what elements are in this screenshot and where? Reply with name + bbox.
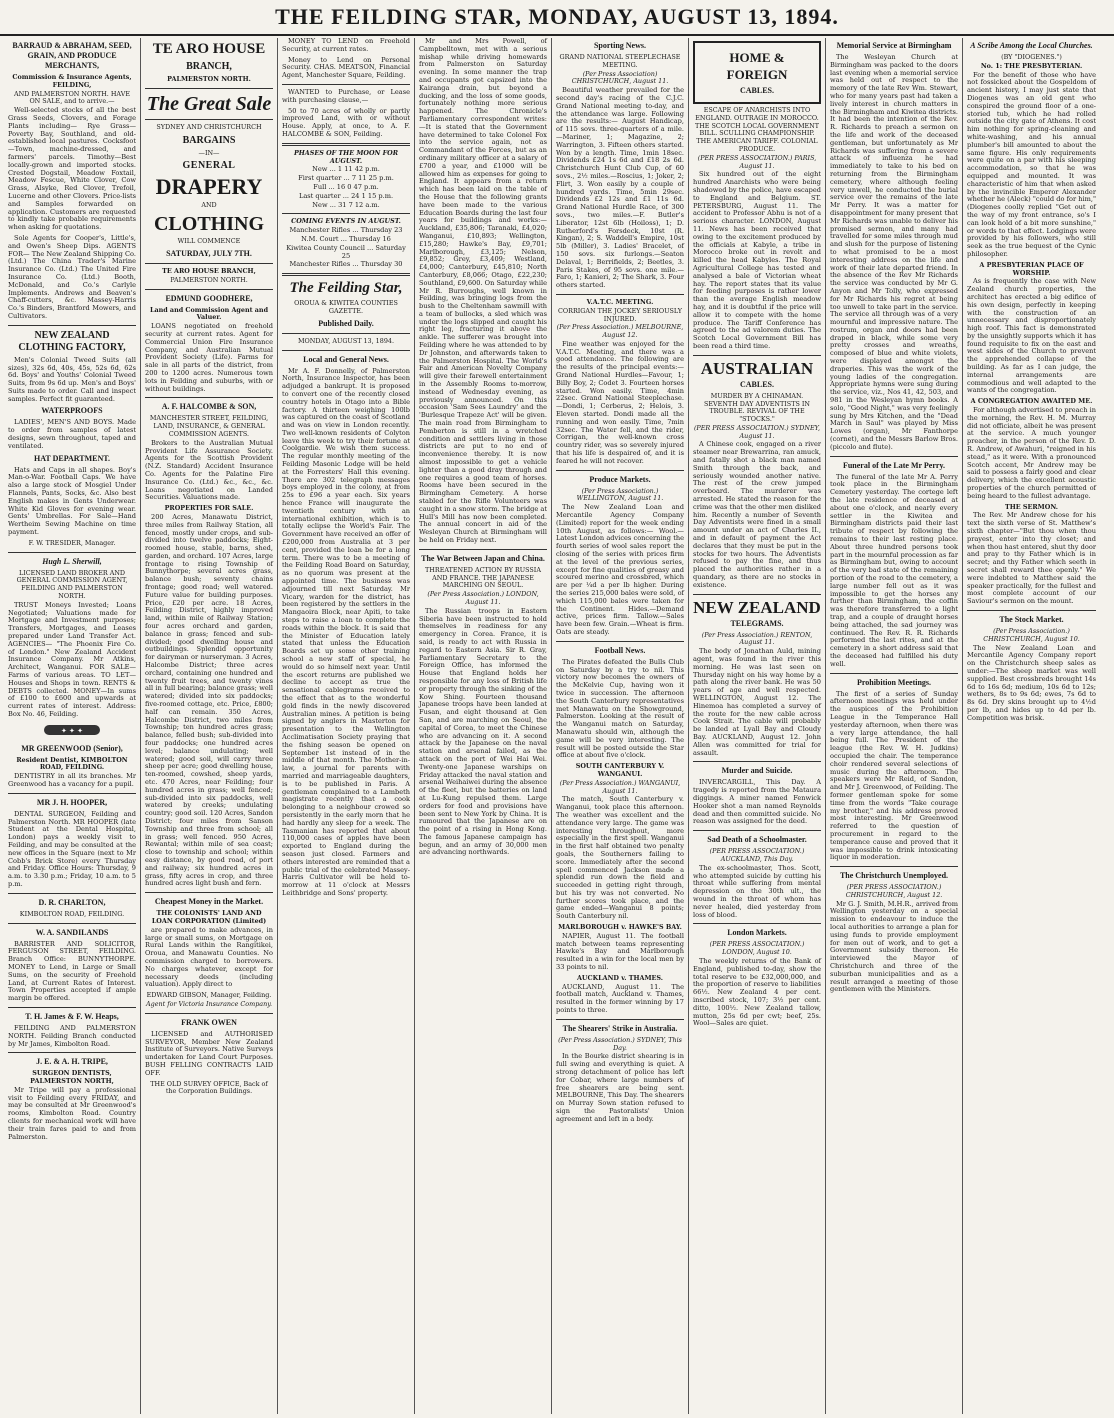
- event-row: Manchester Rifles ... Thursday 30: [289, 260, 403, 269]
- halcombe-body: Brokers to the Australian Mutual Provident Life Assurance Society. Agents for the Scottish Provident (N.Z. Standard) Accident Insurance Co. Agents for the Palatine Fire Insurance Co. (Ltd.) &c., &c., &c. Loans negotiated on Landed Securities. Valuations made.: [145, 438, 273, 502]
- vatc-heading: V.A.T.C. MEETING.: [586, 297, 654, 306]
- schoolmaster-dateline: (PER PRESS ASSOCIATION.) AUCKLAND, This Day.: [709, 847, 805, 863]
- divider: [8, 893, 136, 894]
- divider: [693, 923, 821, 924]
- australian-heading: AUSTRALIAN: [700, 358, 814, 378]
- sporting-body: Beautiful weather prevailed for the second day's racing of the C.J.C. Grand National meeting to-day, and the attendance was large. Following are the results:— August Handicap, of 115 sovs. three-quarters of a mile.—Mariner, 1; Magazine, 2; Warrington, 3. Fifteen others started. Won by a length. Time, 1min 18sec. Dividends £24 1s 6d and £18 2s 6d. Christchurch Hunt Club Cup, of 60 sovs., 2½ miles.—Roscius, 1; Joker, 2; Flirt, 3. Won easily by a couple of hundred yards. Time, 5min 29sec. Dividends £2 12s and £1 11s 6d. Grand National Hurdle Race, of 300 sovs., two miles.—F. Butler's Liberator, 12st 6lb (Hoiloss), 1; D. Rutherford's Forsdeck, 10st (R. Kingan), 2; S. Waddell's Empire, 10st 5lb (Miller), 3. Ladies' Bracelet, of 150 sovs. six furlongs.—Seaton Delaval, 1; Berrifields, 2; Beetles, 3. Paris Stakes, of 95 sovs. one mile.—Faro, 1; Kanieri, 2; The Shark, 3. Four others started.: [556, 86, 684, 290]
- funeral-heading: Funeral of the Late Mr Perry.: [842, 460, 946, 470]
- general-heading: GENERAL: [182, 160, 236, 172]
- local-news-continued: Mr and Mrs Powell, of Campbelltown, met with a serious mishap while driving homewards from Palmerston on Saturday evening. In some manner the trap and occupants got capsized into the Kairanga drain, but beyond a ducking, and the loss of some goods, fortunately nothing more serious happened. The Chronicle's Parliamentary correspondent writes:—It is stated that the Government have determined to take Colonel Fox into the service again, not as Commandant of the Forces, but as an ordinary military officer at a salary of £700 a year, and £1000 will be allowed him as expenses for going to England. It appears from a return which has been laid on the table of the House that the following grants have been made to the various Education Boards during the last four years for buildings and works:—Auckland, £35,806; Taranaki, £4,020; Wanganui, £10,893; Wellington, £15,280; Hawke's Bay, £9,701; Marlborough, £3,125; Nelson, £9,852; Grey, £3,409; Westland, £4,000; Canterbury, £45,810; North Canterbury, £8,066; Otago, £22,230; Southland, £9,600. On Saturday while Mr R. Burroughs, well known in Feilding, was bringing logs from the bush to the Cheltenham sawmill with a team of bullocks, a sled which was under the logs slipped and caught his right leg, fracturing it above the ankle. The sufferer was brought into Feilding where he was attended to by Dr Johnston, and afterwards taken to the Palmerston Hospital. The World's Fair and American Novelty Company will give their farewell entertainment in the Assembly Rooms to-morrow, instead of Wednesday evening, as previously announced. On this occasion 'Sam Sees Laundry' and the 'Burlesque Trapeze Act' will be given. The main road from Birmingham to Pemberton is still in a wretched condition and settlers living in those districts are put to no end of inconvenience thereby. It is now almost impossible to get a vehicle lighter than a good dray through and one requires a good team of horses. Rooms have been secured in the Birmingham Cemetery. A horse stabled for the Rifle Volunteers was caught in a snow storm. The bridge at Hull's Mill has now been completed. The annual concert in aid of the Wesleyan Church at Birmingham will be held on Friday next.: [419, 38, 547, 544]
- war-heading: The War Between Japan and China.: [421, 553, 545, 563]
- svg-text:✦ ✦ ✦: ✦ ✦ ✦: [60, 726, 84, 735]
- hat-department-body: Hats and Caps in all shapes. Boy's Man-o-War. Football Caps. We have also a large stock of Mosgiel Under Flannels, Pants, Socks, &c. Also best English makes in Gents Underwear. White Kid Gloves for evening wear. Gents' Umbrellas. For Sale—Hand Wertheim Sewing Machine on time payment.: [8, 465, 136, 537]
- masthead: [0, 0, 1114, 36]
- australian-dateline: (PER PRESS ASSOCIATION.) SYDNEY, August 11.: [693, 423, 821, 440]
- te-aro-heading: TE ARO HOUSE: [152, 41, 266, 57]
- tresider-signature: F. W. TRESIDER, Manager.: [28, 538, 116, 547]
- divider: [282, 350, 410, 351]
- tripe-heading: J. E. & A. H. TRIPE,: [36, 1057, 108, 1067]
- colonists-note: Agent for Victoria Insurance Company.: [146, 999, 272, 1008]
- moon-row: New ... 1 11 42 p.m.: [312, 165, 380, 174]
- stock-market-heading: The Stock Market.: [999, 614, 1064, 624]
- football-body: The Pirates defeated the Bulls Club on Saturday by a try to nil. This victory now becomes the owners of the McKelvie Cup, having won it twice in succession. The afternoon the South Canterbury representatives met Manawatu on the Showground, Palmerston. Looking at the result of the Wanganui match on Saturday, Manawatu should win, although the game will be very interesting. The result will be posted outside the Star office at about five o'clock.: [556, 657, 684, 760]
- stock-market-body: The New Zealand Loan and Mercantile Agency Company report on the Christchurch sheep sales as under:—The sheep market was well supplied. Best crossbreds brought 14s 6d to 16s 6d; medium, 10s 6d to 12s; wethers, 8s to 9s 6d; ewes, 7s 6d to 8s 6d. Dry skins brought up to 4½d per lb, and hides up to 4d per lb. Competition was brisk.: [967, 643, 1096, 722]
- goodhere-subheading: Land and Commission Agent and Valuer.: [149, 305, 269, 322]
- divider: [282, 143, 410, 146]
- australian-subheading: CABLES.: [739, 379, 774, 389]
- divider: [145, 1013, 273, 1014]
- greenwood-body: DENTISTRY in all its branches. Mr Greenwood has a vacancy for a pupil.: [8, 772, 136, 788]
- murder-heading: Murder and Suicide.: [721, 766, 793, 776]
- divider: [419, 549, 547, 550]
- schoolmaster-heading: Sad Death of a Schoolmaster.: [707, 835, 807, 845]
- produce-body: The New Zealand Loan and Mercantile Agency Company (Limited) report for the week ending 10th August, as follows:— Wool.—Latest London advices concerning the fourth series of wool sales report the closing of the series with prices firm at the level of the previous series, except for fine qualities of greasy and scoured merino and crossbred, which are per ¼d a per lb higher. During the series 215,000 bales were sold, of which 115,000 bales were taken for the Continent. Hides.—Demand active, prices firm. Tallow.—Sales have been few. Grain.—Wheat is firm. Oats are steady.: [556, 503, 684, 636]
- paper-nameplate: The Feilding Star,: [289, 280, 403, 297]
- sporting-subheading: GRAND NATIONAL STEEPLECHASE MEETING.: [559, 53, 681, 69]
- moon-row: Last quarter ... 24 1 15 p.m.: [298, 191, 394, 200]
- commence-label: WILL COMMENCE: [177, 237, 241, 246]
- charlton-subheading: KIMBOLTON ROAD, FEILDING.: [19, 909, 125, 918]
- te-aro-location: PALMERSTON NORTH.: [167, 75, 251, 83]
- divider: [8, 793, 136, 794]
- marlborough-body: NAPIER, August 11. The football match between teams representing Hawke's Bay and Marlborough resulted in a win for the local men by 33 points to nil.: [556, 931, 684, 972]
- properties-body: 200 Acres, Manawatu District, three miles from Railway Station, all fenced, mostly under crops, and sub-divided into twelve paddocks; Eight-roomed house, stable, barns, shed, garden, and orchard. 107 Acres, large frontage to rising Township of Bunnythorpe; several acres grass, balance bush; seventy chains frontage; good road; well watered. Future value for building purposes. Price, £20 per acre. 18 Acres, Feilding District, highly improved land, within mile of Railway Station; four acres orchard and garden, balance in grass; fenced and sub-divided; good dwelling house and outbuildings. Splendid opportunity for dairyman or nurseryman. 3 Acres, Halcombe District; three acres orchard, containing one hundred and twenty fruit trees, and twenty vines all in full bearing; balance grass; well watered; divided into six paddocks; five-roomed cottage, etc. Price, £800; half can remain. 350 Acres, Halcombe District, two miles from Township; ten hundred acres grass; balance, felled bush; sub-divided into four paddocks; one hundred acres level; balance undulating; well watered; good soil, will carry three sheep per acre; good dwelling house, ten-roomed, cowshed, sheep yards, etc. 470 Acres, near Feilding; four hundred acres in grass; well fenced; sub-divided into six paddocks, well watered by creeks; undulating country; good soil. 120 Acres, Sandon District; four miles from Sanson Township and three from school; all in grass; well fenced. 950 Acres, Rewantal; within mile of sea coast; close to township and school; within easy distance, by good road, of port and railway; six hundred acres in grass, fifty acres in crop, and three hundred acres light bush and fern.: [145, 512, 273, 888]
- drapery-heading: DRAPERY: [155, 174, 263, 200]
- auckland-body: AUCKLAND, August 11. The football match, Auckland v. Thames, resulted in the former winning by 17 points to three.: [556, 982, 684, 1015]
- memorial-heading: Memorial Service at Birmingham: [836, 41, 952, 50]
- sherwill-heading: Hugh L. Sherwill,: [42, 556, 102, 566]
- divider: [693, 830, 821, 831]
- scribe-heading: A Scribe Among the Local Churches.: [970, 41, 1093, 50]
- divider: [556, 294, 684, 295]
- colonists-heading: THE COLONISTS' LAND AND LOAN CORPORATION (Limited): [151, 909, 267, 925]
- new-zealand-heading: NEW ZEALAND: [693, 597, 821, 617]
- moon-row: First quarter ... 7 11 25 p.m.: [298, 174, 394, 183]
- divider: [145, 119, 273, 120]
- hooper-body: DENTAL SURGEON, Feilding and Palmerston North. MR HOOPER (late Student at the Dental Hospital, London) pays a weekly visit to Feilding, and may be consulted at the new offices in the Square (next to Mr Cobb's Brick Store) every Thursday and Friday. Office Hours: Thursday, 9 a.m. to 3.30 p.m.; Friday, 10 a.m. to 5 p.m.: [8, 809, 136, 888]
- tripe-subheading: SURGEON DENTISTS, PALMERSTON NORTH,: [30, 1069, 114, 1086]
- memorial-body: The Wesleyan Church at Birmingham was packed to the doors last evening when a memorial service was held out of respect to the memory of the late Rev Wm. Stewart, who for many years past had taken a lively interest in church matters in the Birmingham and Kiwitea districts. It had been the intention of the Rev. R. Richards to preach a sermon on the life and work of the deceased gentleman, but unfortunately as Mr Richards was suffering from a severe attack of influenza he had immediately to take to his bed on returning from the Birmingham cemetery, where although feeling very unwell, he conducted the burial service over the remains of the late Mr Perry. It was a matter for disappointment for many present that Mr Richards was unable to deliver his promised sermon, and many had travelled for some miles through mud and slush for the purpose of listening to what promised to be a most interesting address on the life and work of their late departed friend. In the absence of the Rev Mr Richards the service was conducted by Mr G. Anyon and Mr Tolly, who expressed for Mr Richards his regret at being too unwell to take part in the service. The service all through was of a very mournful and impressive nature. The rostrum, organ and doors had been draped in black, while some very pretty crosses and wreaths, composed of blue and white violets, were displayed amongst the draperies. This was the work of the young ladies of the congregation. Appropriate hymns were sung during the service, viz., Nos 41, 42, 503, and 981 in the Wesleyan hymn books. A solo, "Good Night," was very feelingly sung by Mrs Kitchen, and the "Dead March in Saul" was played by Miss Lowes (organ), Mr Fanthorpe (cornet), and the Messrs Barlow Bros. (piccolo and flute).: [830, 53, 958, 451]
- paper-subtitle: OROUA & KIWITEA COUNTIES GAZETTE.: [294, 299, 398, 315]
- hooper-heading: MR J. H. HOOPER,: [36, 797, 108, 807]
- wanted-body: 50 to 70 acres of wholly or partly improved Land, with or without House. Apply, at once, to A. F. HALCOMBE & SON, Feilding.: [282, 106, 410, 138]
- vatc-dateline: (Per Press Association.) MELBOURNE, August 12.: [556, 323, 684, 340]
- barraud-subheading: Commission & Insurance Agents, FEILDING,: [12, 73, 132, 89]
- clothing-factory-body: Men's Colonial Tweed Suits (all sizes), 32s 6d, 40s, 45s, 52s 6d, 62s 6d. Boys' and Youths' Colonial Tweed Suits, from 9s 6d up. Men's and Boys' Suits made to order. Call and inspect samples. Perfect fit guaranteed.: [8, 355, 136, 403]
- clothing-heading: CLOTHING: [153, 213, 265, 236]
- moon-phases-list: [282, 166, 410, 209]
- war-body: The Russian troops in Eastern Siberia have been instructed to hold themselves in readiness for any emergency in Corea. France, it is said, is ready to act with Russia in regard to Eastern Asia. Sir R. Gray, Parliamentary Secretary to the Foreign Office, has informed the House that England holds her responsible for any loss of British life or property through the sinking of the Kow Shing. Fourteen thousand Japanese troops have been landed at Fusan, and eight thousand at Gen San, and are marching on Seoul, the capital of Corea, to meet the Chinese who are advancing on it. A second attack by the Japanese on the naval station and arsenal failed, as the attack on the port of Wei Hai Wei. Twenty-one Japanese warships on Friday attacked the naval station and arsenal Weihaiwei during the absence of the fleet, but the batteries on land at Lu-Kung repulsed them. Large orders for food and provisions have been sent to New York by China. It is rumoured that the Japanese are on the point of a rising in Hong Kong. The famous Japanese campaign has begun, and an army of 30,000 men are advancing northwards.: [419, 606, 547, 857]
- column-6: [689, 38, 826, 1414]
- local-news-body: Mr A. F. Donnelly, of Palmerston North, Insurance Inspector, has been adjudged a bankrupt. It is proposed to convert one of the recently closed country hotels in Otago into a Bible factory. A thirteen weighing 100lb was captured on the coast of Scotland and was on view in London recently. Two well-known residents of Colyton leave this week to try their fortune at Coolgardie. We wish them success. The regular monthly meeting of the Feilding Masonic Lodge will be held at the Forresters' Hall this evening. There are 302 telegraph messages boys employed in the colony, at from 25s to £96 a year each. Six years hence France will inaugurate the twentieth century with an international exhibition, which is to totally eclipse the World's Fair. The Government have received an offer of £200,000 from Australia at 3 per cent, provided the loan be for a long term. There was to be a meeting of the Feilding Road Board on Saturday, as no quorum was present at the appointed time. The business was adjourned till next Saturday. Mr Vicary, warden for the district, has been registered by the settlers in the Mangaoira Block, near Apiti, to take steps to raise a loan to complete the roads within the block. It is said that the Minister of Education lately stated that unless the Education Boards set up some other training school a new staff of special, he would do so himself next year. Until the escort returns are published we decline to accept as true the sensational cablegrams received to the effect that as to the wonderful gold finds in the newly discovered Australian mines. A petition is being signed by anglers in Masterton for presentation to the Wellington Acclimatisation Society praying that the fishing season be opened on September 1st instead of in the middle of that month. The Mother-in-law, a journal for parents with married and marriageable daughters, is to be published in Paris. A gentleman complained to a Lambeth magistrate recently that a cook belonging to a neighbour crowed so persistently in the early morn that he had hardly any sleep for a week. The Tasmanian has reported that about 110,000 cases of apples have been exported to England during the season just closed. Farmers and others interested are reminded that a public trial of the celebrated Massey-Harris Cultivator will be held to-morrow at 11 o'clock at Messrs Leithbridge and Sons' property.: [282, 366, 410, 897]
- unemployed-dateline: (PER PRESS ASSOCIATION.) CHRISTCHURCH, August 12.: [845, 883, 943, 899]
- te-aro-branch: BRANCH,: [186, 61, 232, 72]
- shearers-body: In the Bourke district shearing is in full swing and everything is quiet. A strong detachment of police has left for Cobar, where large numbers of free shearers are being sent. MELBOURNE, This Day. The shearers on Murray Sown station refused to sign the Pastoralists' Union agreement and left in a body.: [556, 1052, 684, 1123]
- money-to-lend-body: Money to Lend on Personal Security. CHAS. MEATSON, Financial Agent, Manchester Square, Feilding.: [282, 55, 410, 80]
- barraud-agents: Sole Agents for Cooper's, Little's, and Owen's Sheep Dips. AGENTS FOR— The New Zealand Shipping Co. (Ltd.) The China Trader's Marine Insurance Co. (Ltd.) The United Fire Insurance Co. (Ltd.) Booth, McDonald, and Co.'s Carlyle Implements. Andrews and Beaven's Chaff-cutters, &c. Massey-Harris Co.'s Binders, Brantford Mowers, and Cultivators.: [8, 233, 136, 320]
- divider: [830, 456, 958, 457]
- scribe-body-2: As is frequently the case with New Zealand church properties, the architect has erected a big edifice of his own design, perfectly in keeping with the construction of an unnecessary and disproportionately high roof. This fact is demonstrated by the unsightly supports which it has found requisite to fix on the east and west sides of the Church to prevent the apprehended collapse of the building. As far as I can judge, the internal arrangements are commodious and well adapted to the wants of the congregation.: [967, 277, 1096, 395]
- scribe-number: No. 1: THE PRESBYTERIAN.: [980, 61, 1083, 70]
- charlton-heading: D. R. CHARLTON,: [38, 897, 106, 907]
- football-heading: Football News.: [594, 645, 646, 655]
- divider: [556, 1019, 684, 1020]
- scribe-subheading-3: THE SERMON.: [1005, 502, 1058, 511]
- moon-phases-heading: PHASES OF THE MOON FOR AUGUST.: [293, 148, 399, 165]
- divider: [282, 333, 410, 334]
- clothing-factory-heading: NEW ZEALAND CLOTHING FACTORY,: [18, 329, 126, 353]
- heaps-heading: T. H. James & F. W. Heaps,: [25, 1011, 119, 1021]
- moon-row: New ... 31 7 12 a.m.: [312, 200, 380, 209]
- bargains-heading: BARGAINS: [182, 134, 236, 146]
- money-to-lend-heading: MONEY TO LEND on Freehold Security, at current rates.: [282, 38, 410, 53]
- wanted-heading: WANTED to Purchase, or Lease with purchasing clause,—: [282, 87, 410, 104]
- barraud-subheading-2: AND PALMERSTON NORTH. HAVE ON SALE, and to arrive.—: [13, 89, 131, 106]
- scribe-byline: (BY "DIOGENES."): [1001, 53, 1062, 61]
- sherwill-body: TRUST Moneys Invested; Loans Negotiated; Valuations made for Mortgage and Investment purposes; Transfers, Mortgages, and Leases prepared under Land Transfer Act. AGENCIES— "The Phoenix Fire Co. of London." New Zealand Accident Insurance Company. Mr Atkins, Architect, Wanganui. FOR SALE—Farms of various areas. TO LET—Houses and Shops in town. RENTS & DEBTS collected. MONEY—In sums of £100 to £600 and upwards at current rates of interest. Address: Box No. 46, Feilding.: [8, 600, 136, 718]
- home-foreign-heading: HOME & FOREIGN: [726, 50, 788, 82]
- paper-published: Published Daily.: [318, 318, 374, 328]
- schoolmaster-body: The ex-schoolmaster, Thos. Scott, who attempted suicide by cutting his throat while suffering from mental depression on the 30th ult., the wound in the throat of whom has never healed, died yesterday from loss of blood.: [693, 863, 821, 919]
- london-markets-dateline: (PER PRESS ASSOCIATION.) LONDON, August 10.: [709, 940, 805, 957]
- column-8: [963, 38, 1100, 1414]
- home-foreign-dateline: (PER PRESS ASSOCIATION.) PARIS, August 11.: [697, 153, 817, 170]
- te-aro-branch-2-location: PALMERSTON NORTH.: [170, 275, 248, 284]
- australian-body: A Chinese cook, engaged on a river steamer near Brewarrina, ran amuck, and fatally shot a black man named Smith through the back, and seriously wounded another native. The rest of the crew jumped overboard. The murderer was arrested. He stated the reason for the crime was that the other men disliked him. Recently a number of Seventh Day Adventists were fined in a small amount under an act of Charles II., and in default of payment the Act declares that they must be put in the stocks for two hours. The Adventists refused to pay the fine, and thus placed the authorities rather in a quandary, as there are no stocks in existence.: [693, 440, 821, 589]
- divider: [8, 325, 136, 326]
- war-dateline: (Per Press Association.) LONDON, August 11.: [427, 590, 539, 606]
- murder-body: INVERCARGILL, This Day. A tragedy is reported from the Mataura diggings. A miner named Fenwick Hooker shot a man named Reynolds dead and then committed suicide. No reason was assigned for the deed.: [693, 778, 821, 826]
- shearers-heading: The Shearers' Strike in Australia.: [562, 1023, 678, 1033]
- great-sale-heading: The Great Sale: [146, 92, 272, 115]
- column-4: [415, 38, 552, 1414]
- home-foreign-body: Six hundred out of the eight hundred Anarchists who were being shadowed by the police, have escaped to England and Belgium. ST. PETERSBURG, August 11. The accident to Professor Abhu is not of a serious character. LONDON, August 11. News has been received that owing to the excitement produced by the officials at Kabyle, a tribe in Morocco broke out in revolt and killed the head Kabyles. The Royal Agricultural College has tested and analysed a bale of Victorian wheat hay. The report states that its value for feeding purposes is rather lower than the average English meadow hay, and it is doubtful if the price will allow it to compete with the home produce. The Tariff Conference has agreed to the ad valorem duties. The Scotch Local Government Bill has been read a third time.: [693, 170, 821, 350]
- funeral-body: The funeral of the late Mr A. Perry took place in the Birmingham Cemetery yesterday. The cortege left the late residence of deceased at about one o'clock, and nearly every settler in the Kiwitea and Birmingham districts paid their last tribute of respect by following the remains to their last resting place. About three hundred persons took part in the mournful procession as far as Birmingham but, owing to account of the very bad state of the remaining portion of the road to the cemetery, a large number fell out as it was impossible to get the horses any further than Birmingham, the coffin was therefore transferred to a light trap, and a couple of draught horses being attached, the sad journey was continued. The Rev. R. R. Richards performed the last rites, and at the cemetery in a short address said that the deceased had fulfilled his duty well.: [830, 472, 958, 668]
- london-markets-heading: London Markets.: [727, 928, 787, 938]
- columns: [4, 38, 1110, 1414]
- new-zealand-subheading: TELEGRAMS.: [730, 618, 784, 628]
- column-7: [826, 38, 963, 1414]
- divider: [8, 923, 136, 924]
- event-row: Manchester Rifles ... Thursday 23: [289, 226, 403, 235]
- in-label: —IN—: [198, 148, 220, 157]
- produce-dateline: (Per Press Association.) WELLINGTON, August 11.: [576, 486, 664, 503]
- and-label: AND: [201, 201, 217, 210]
- sandilands-body: BARRISTER AND SOLICITOR, FERGUSON STREET, FEILDING. Branch Office: BUNNYTHORPE. MONEY to Lend, in Large or Small Sums, on the security of Freehold Land, at Current Rates of Interest. Town Properties accepted if ample margin be offered.: [8, 939, 136, 1003]
- barraud-heading: BARRAUD & ABRAHAM, SEED, GRAIN, AND PRODUCE MERCHANTS,: [12, 41, 132, 70]
- paper-date: MONDAY, AUGUST 13, 1894.: [298, 336, 394, 345]
- goodhere-body: LOANS negotiated on freehold security at current rates. Agent for Commercial Union Fire Insurance Company, and Australian Mutual Provident Society (Life). Farms for sale in all parts of the district, from 200 to 1200 acres. Numerous town lots in Feilding and suburbs, with or without buildings.: [145, 322, 273, 393]
- prohibition-body: The first of a series of Sunday afternoon meetings was held under the auspices of the Prohibition League in the Temperance Hall yesterday afternoon, when there was a very large attendance, the hall being full. The President of the league (the Rev. W. H. Judkins) occupied the chair. The temperance choir rendered several selections of music during the afternoon. The speakers were Mr Reid, of Sandon, and Mr J. Greenwood, of Feilding. The former gentleman spoke for some time from the words "Take courage my brother," and his address proved most interesting. Mr Greenwood referred to the question of procurement in regard to the temperance cause and proved that it was impossible to drink intoxicating liquor in moderation.: [830, 689, 958, 862]
- produce-heading: Produce Markets.: [589, 474, 651, 484]
- sporting-heading: Sporting News.: [593, 41, 646, 50]
- tripe-body: Mr Tripe will pay a professional visit to Feilding every FRIDAY, and may be consulted at Mr Greenwood's rooms, Kimbolton Road. Country clients for mechanical work will have their train fares paid to and from Palmerston.: [8, 1085, 136, 1141]
- divider: [967, 610, 1096, 611]
- coming-events-heading: COMING EVENTS IN AUGUST.: [291, 217, 401, 226]
- home-foreign-lines: ESCAPE OF ANARCHISTS INTO ENGLAND. OUTRAGE IN MOROCCO. THE SCOTCH LOCAL GOVERNMENT BILL. SCULLING CHAMPIONSHIP. THE AMERICAN TARIFF. COLONIAL PRODUCE.: [694, 106, 820, 153]
- halcombe-subheading: MANCHESTER STREET, FEILDING, LAND, INSURANCE, & GENERAL COMMISSION AGENTS.: [149, 414, 269, 438]
- london-markets-body: The weekly returns of the Bank of England, published to-day, show the total reserve to be £32,000,000, and the proportion of reserve to liabilities 66½. New Zealand 4 per cent. inscribed stock, 107; 3½ per cent. ditto, 100½. New Zealand tallow, mutton, 25s 6d per cwt; beef, 25s. Wool—Sales are quiet.: [693, 956, 821, 1028]
- new-zealand-body: The body of Jonathan Auld, mining agent, was found in the river this morning. He was last seen on Thursday night on his way home by a path along the river bank. He was 50 years of age and well respected. WELLINGTON, August 12. The Hinemoa has completed a survey of the route for the new cable across Cook Strait. The cable will probably be landed at Lyall Bay and Cloudy Bay. AUCKLAND, August 12. John Allen was committed for trial for assault.: [693, 647, 821, 757]
- south-canterbury-dateline: (Per Press Association.) WANGANUI, August 11.: [559, 778, 681, 795]
- divider: [145, 263, 273, 264]
- owen-footer: THE OLD SURVEY OFFICE, Back of the Corporation Buildings.: [150, 1079, 268, 1096]
- sale-sub: SYDNEY AND CHRISTCHURCH: [156, 122, 262, 131]
- column-1: [4, 38, 141, 1414]
- coming-events-list: [282, 227, 410, 269]
- column-5: [552, 38, 689, 1414]
- greenwood-subheading: Resident Dentist, KIMBOLTON ROAD, FEILDING.: [16, 755, 128, 772]
- divider: [145, 88, 273, 89]
- unemployed-body: Mr G. J. Smith, M.H.R., arrived from Wellington yesterday on a special mission to endeavour to induce the local authorities to arrange a plan for using funds to provide employment for men out of work, and to get a Government subsidy thereon. He interviewed the Mayor of Christchurch and three of the suburban municipalities and as a result arranged a meeting of those gentlemen with the Ministers.: [830, 899, 958, 994]
- divider: [556, 470, 684, 471]
- war-subheading: THREATENED ACTION BY RUSSIA AND FRANCE. THE JAPANESE MARCHING ON SEOUL.: [425, 565, 541, 590]
- divider: [8, 1007, 136, 1008]
- divider: [693, 594, 821, 595]
- sandilands-heading: W. A. SANDILANDS: [35, 927, 109, 937]
- divider: [830, 866, 958, 867]
- divider: [282, 213, 410, 214]
- waterproofs-heading: WATERPROOFS: [41, 406, 103, 416]
- column-3: [278, 38, 415, 1414]
- halcombe-heading: A. F. HALCOMBE & SON,: [161, 402, 257, 412]
- shearers-dateline: (Per Press Association.) SYDNEY, This Day.: [558, 1035, 682, 1052]
- divider: [145, 397, 273, 398]
- event-row: N.M. Court ... Thursday 16: [301, 234, 391, 243]
- local-news-heading: Local and General News.: [303, 354, 389, 364]
- waterproofs-body: LADIES', MEN'S AND BOYS. Made to order from samples of latest designs, sewn throughout, taped and ventilated.: [8, 418, 136, 450]
- divider: [693, 761, 821, 762]
- australian-lines: MURDER BY A CHINAMAN. SEVENTH DAY ADVENTISTS IN TROUBLE. REVIVAL OF THE "STOCKS.": [704, 391, 810, 424]
- home-foreign-subheading: CABLES.: [739, 86, 774, 95]
- scribe-body-3: For although advertised to preach in the morning, the Rev. H. M. Murray did not officiate, albeit he was present at the service. A much younger preacher, in the person of the Rev. D. R. Andrew, of Awahuri, "reigned in his stead," as it were. With a pronounced Scotch accent, Mr Andrew may be said to possess a fairly good and clear delivery, which the excellent acoustic properties of the church permitted of being heard to the fullest advantage.: [967, 406, 1096, 500]
- divider: [145, 289, 273, 290]
- sale-date: SATURDAY, JULY 7TH.: [166, 248, 252, 258]
- event-row: Kiwitea County Council ... Saturday 25: [286, 243, 406, 260]
- masthead-title: THE FEILDING STAR, MONDAY, AUGUST 13, 1894.: [275, 4, 839, 29]
- divider: [282, 84, 410, 85]
- divider: [830, 673, 958, 674]
- prohibition-heading: Prohibition Meetings.: [856, 677, 932, 687]
- marlborough-heading: MARLBOROUGH v. HAWKE'S BAY.: [558, 923, 682, 932]
- south-canterbury-body: The match, South Canterbury v. Wanganui, took place this afternoon. The weather was excellent and the attendance very large. The game was interesting throughout, more especially in the first spell. Wanganui in the first half obtained two penalty goals, the Southerners failing to score. Immediately after the second spell commenced Jackson made a splendid run down the field and succeeded in getting right through, but his try was not converted. No further scores took place, and the game ended—Wanganui 8 points; South Canterbury nil.: [556, 795, 684, 921]
- scribe-body: For the benefit of those who have not fossicked about the Gospeldom of ancient history, I may just state that Diogenes was an old gent who conspired the ground floor of a one-storied tub, which he had rolled outside the city gate of Athens. It cost him nothing for spring-cleaning and white-washing, and his annual plumber's bill amounted to about the same figure. His only requirements were quite on a par with his sleeping accommodation, so that he was equipped and mounted. It was characteristic of him that when asked by the invincible Emperor Alexander whether he (Aleck) "could do for him," (Diogenes coolly replied "Get out of the way of my front entrance, so's I can look hold of a bit more sunshine," or words to that effect. Lodgings were provided by his followers, who still seek as the true bequest of the Cynic philosopher.: [967, 70, 1096, 258]
- cheapest-money-heading: Cheapest Money in the Market.: [154, 897, 264, 907]
- vatc-body: Fine weather was enjoyed for the V.A.T.C. Meeting, and there was a good attendance. The following are the results of the principal events:— Grand National Hurdles—Favour, 1; Billy Boy, 2; Codet 3. Fourteen horses started. Won easily. Time, 4min 22sec. Grand National Steeplechase.—Dondi, 1; Cerberus, 2; Helois, 3. Eleven started. Dondi made all the running and won easily. Time, 7min 32sec. The Water fell, and the rider, Corrigan, the well-known cross country rider, was so severely injured that his life is despaired of, and it is feared he will not recover.: [556, 339, 684, 465]
- divider: [8, 1052, 136, 1053]
- tooth-illustration: [8, 722, 136, 741]
- scribe-subheading: A PRESBYTERIAN PLACE OF WORSHIP.: [979, 260, 1084, 277]
- owen-heading: FRANK OWEN: [181, 1017, 237, 1027]
- greenwood-heading: MR GREENWOOD (Senior),: [21, 743, 123, 753]
- sporting-dateline: (Per Press Association) CHRISTCHURCH, August 11.: [571, 69, 669, 86]
- owen-body: LICENSED and AUTHORISED SURVEYOR, Member New Zealand Institute of Surveyors. Native Surveys undertaken for Land Court Purposes. BUSH FELLING CONTRACTS LAID OFF.: [145, 1029, 273, 1077]
- divider: [693, 355, 821, 356]
- scribe-subheading-2: A CONGREGATION AWAITED ME.: [970, 397, 1093, 406]
- hat-department-heading: HAT DEPARTMENT.: [33, 453, 111, 463]
- stock-market-dateline: (Per Press Association.) CHRISTCHURCH, August 10.: [983, 626, 1080, 643]
- scribe-body-4: The Rev. Mr Andrew chose for his text the sixth verse of St. Matthew's sixth chapter—"But thou when thou prayest, enter into thy closet; and when thou hast entered, shut thy door and pray to thy Father which is in secret; and thy Father which seeth in secret shall reward thee openly." We were indebted to Matthew said the speaker practically, for the fullest and most complete account of our Saviour's sermon on the mount.: [967, 511, 1096, 606]
- column-2: [141, 38, 278, 1414]
- properties-heading: PROPERTIES FOR SALE.: [164, 504, 254, 513]
- new-zealand-dateline: (Per Press Association.) RENTON, August 11.: [701, 630, 813, 647]
- heaps-body: FEILDING AND PALMERSTON NORTH. Feilding Branch conducted by Mr James, Kimbolton Road.: [8, 1023, 136, 1048]
- vatc-subheading: CORRIGAN THE JOCKEY SERIOUSLY INJURED.: [558, 306, 682, 323]
- goodhere-heading: EDMUND GOODHERE,: [165, 293, 253, 303]
- south-canterbury-heading: SOUTH CANTERBURY V. WANGANUI.: [575, 762, 665, 778]
- te-aro-branch-2: TE ARO HOUSE BRANCH,: [162, 266, 256, 275]
- divider: [8, 552, 136, 553]
- colonists-body: are prepared to make advances, in large or small sums, on Mortgage on Rural Lands within the Rangitikei, Oroua, and Manawatu Counties. No commission charged to borrowers. No charges whatever, except for necessary deeds (including valuation). Apply direct to: [145, 925, 273, 989]
- divider: [556, 641, 684, 642]
- home-foreign-box: [693, 41, 821, 104]
- divider: [145, 892, 273, 893]
- barraud-body: Well-selected stocks of all the best Grass Seeds, Clovers, and Forage Plants including— Rye Grass—Poverty Bay, Southland, and old-established local pastures. Cocksfoot—Town, machine-dressed, and farmers' parcels. Timothy—Best locally-grown and imported stocks. Crested Dogstail, Meadow Foxtail, Meadow Fescue, White Clover, Cow Grass, Alsyke, Red Clover, Trefoil, Lucerne and other Clovers. Price-lists and Samples forwarded on application. Customers are requested to kindly take probable requirements when asking for quotations.: [8, 106, 136, 232]
- divider: [282, 273, 410, 276]
- colonists-signature: EDWARD GIBSON, Manager, Feilding.: [146, 991, 272, 1000]
- unemployed-heading: The Christchurch Unemployed.: [839, 871, 949, 881]
- auckland-heading: AUCKLAND v. THAMES.: [576, 973, 664, 982]
- moon-row: Full ... 16 0 47 p.m.: [313, 182, 379, 191]
- sherwill-subheading: LICENSED LAND BROKER AND GENERAL COMMISSION AGENT, FEILDING AND PALMERSTON NORTH.: [16, 568, 128, 601]
